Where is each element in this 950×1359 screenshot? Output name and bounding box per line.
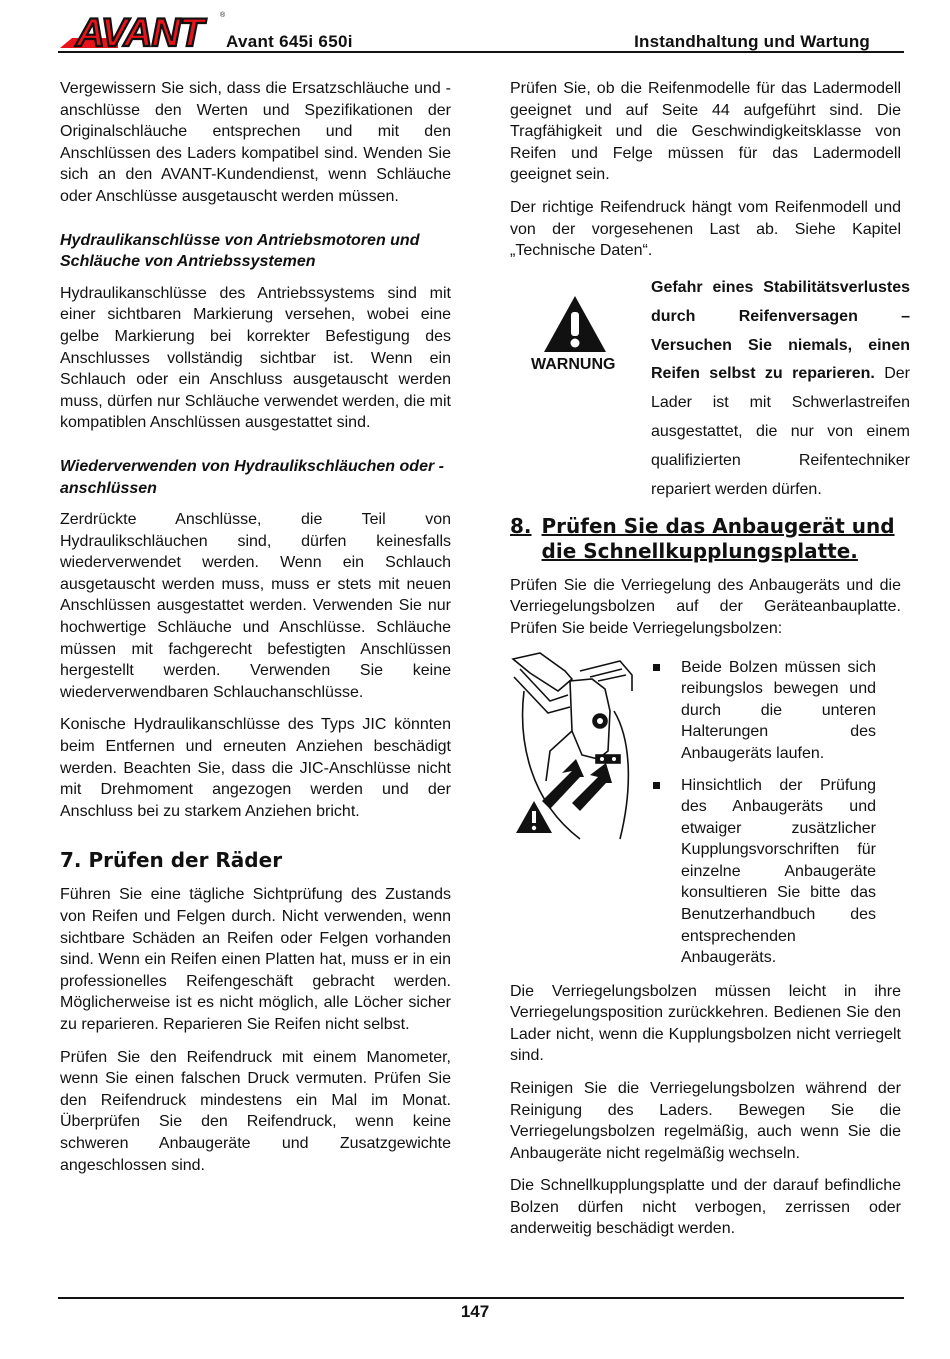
check-list bbox=[653, 657, 876, 979]
paragraph: Reinigen Sie die Verriegelungsbolzen während der Reinigung des Laders. Bewegen Sie die Verriegelungsbolzen regelmäßig, auch wenn Sie die Anbaugeräte nicht regelmäßig wechseln. bbox=[510, 1079, 901, 1162]
attachment-check-block bbox=[510, 651, 901, 981]
paragraph: Prüfen Sie die Verriegelung des Anbaugeräts und die Verriegelungsbolzen auf der Geräteanbauplatte. Prüfen Sie beide Verriegelungsbolzen: bbox=[510, 576, 901, 637]
paragraph: Führen Sie eine tägliche Sichtprüfung des Zustands von Reifen und Felgen durch. Nicht verwenden, wenn sichtbare Schäden an Reifen oder Felgen vorhanden sind. Wenn ein Reifen einen Platten hat, muss er in ein professionelles Reifengeschäft gebracht werden. Möglicherweise ist es nicht möglich, alle Löcher sicher zu reparieren. Reparieren Sie Reifen nicht selbst. bbox=[60, 886, 451, 1033]
subheading: Hydraulikanschlüsse von Antriebsmotoren und Schläuche von Antriebssystemen bbox=[60, 231, 420, 271]
list-item: Hinsichtlich der Prüfung des Anbaugeräts und etwaiger zusätzlicher Kupplungsvorschriften für einzelne Anbaugeräte konsultieren Sie bitte das Benutzerhandbuch des entsprechenden Anbaugeräts. bbox=[653, 775, 876, 969]
warning-triangle-icon bbox=[542, 294, 608, 354]
paragraph: Zerdrückte Anschlüsse, die Teil von Hydraulikschläuchen sind, dürfen keinesfalls wiederverwendet werden. Wenn ein Schlauch ausgetauscht werden muss, muss er stets mit neuen Anschlüssen ausgestattet werden. Verwenden Sie nur hochwertige Schläuche und Anschlüsse. Schläuche müssen mit fachgerecht befestigten Anschlüssen hergestellt werden. Verwenden Sie keine wiederverwendbaren Schlauchanschlüsse. bbox=[60, 511, 451, 701]
section-heading-7: 7. Prüfen der Räder bbox=[60, 848, 283, 873]
svg-text:®: ® bbox=[220, 12, 226, 19]
paragraph: Prüfen Sie den Reifendruck mit einem Manometer, wenn Sie einen falschen Druck vermuten. Prüfen Sie den Reifendruck mindestens ein Mal im Monat. Überprüfen Sie den Reifendruck, wenn keine schweren Anbaugeräte und Zusatzgewichte angeschlossen sind. bbox=[60, 1048, 451, 1174]
warning-rest-text: Der Lader ist mit Schwerlastreifen ausgestattet, die nur von einem qualifizierten Reifentechniker repariert werden dürfen. bbox=[651, 365, 910, 499]
paragraph: Der richtige Reifendruck hängt vom Reifenmodell und von der vorgesehenen Last ab. Siehe Kapitel „Technische Daten“. bbox=[510, 198, 901, 260]
paragraph: Die Schnellkupplungsplatte und der darauf befindliche Bolzen dürfen nicht verbogen, zerrissen oder anderweitig beschädigt werden. bbox=[510, 1177, 901, 1238]
section-heading-8: 8. Prüfen Sie das Anbaugerät und die Schnellkupplungsplatte. bbox=[510, 513, 895, 563]
right-column bbox=[510, 78, 910, 1251]
paragraph: Vergewissern Sie sich, dass die Ersatzschläuche und -anschlüsse den Werten und Spezifikationen der Originalschläuche entsprechen und mit den Anschlüssen des Laders kompatibel sind. Wenden Sie sich an den AVANT-Kundendienst, wenn Schläuche oder Anschlüsse ausgetauscht werden müssen. bbox=[60, 80, 451, 205]
subheading: Wiederverwenden von Hydraulikschläuchen oder -anschlüssen bbox=[60, 457, 444, 497]
page-number: 147 bbox=[460, 1302, 490, 1321]
bullet-square-icon bbox=[653, 664, 660, 671]
paragraph: Prüfen Sie, ob die Reifenmodelle für das Ladermodell geeignet und auf Seite 44 aufgeführt sind. Die Tragfähigkeit und die Geschwindigkeitsklasse von Reifen und Felge müssen für das Ladermodell geeignet sein. bbox=[510, 80, 901, 184]
warning-bold-text: Gefahr eines Stabilitätsverlustes durch Reifenversagen – Versuchen Sie niemals, einen Reifen selbst zu reparieren. bbox=[651, 278, 910, 383]
svg-text:AVANT: AVANT bbox=[76, 11, 203, 50]
paragraph: Hydraulikanschlüsse des Antriebssystems sind mit einer sichtbaren Markierung versehen, wobei eine gelbe Markierung bei korrekter Befestigung des Anschlusses vollständig sichtbar ist. Wenn ein Schlauch oder ein Anschluss ausgetauscht werden muss, dürfen nur Schläuche verwendet werden, die mit kompatiblen Anschlüssen ausgestattet sind. bbox=[60, 284, 451, 432]
section-title: Instandhaltung und Wartung bbox=[634, 32, 870, 51]
left-column bbox=[60, 78, 451, 1187]
warning-text bbox=[651, 274, 910, 505]
warning-label: WARNUNG bbox=[531, 355, 616, 373]
footer-rule bbox=[58, 1297, 904, 1299]
quick-coupling-plate-illustration bbox=[510, 651, 635, 841]
page-header bbox=[58, 8, 904, 54]
paragraph: Die Verriegelungsbolzen müssen leicht in ihre Verriegelungsposition zurückkehren. Bedienen Sie den Lader nicht, wenn die Kupplungsbolzen nicht verriegelt sind. bbox=[510, 982, 901, 1065]
list-item: Beide Bolzen müssen sich reibungslos bewegen und durch die unteren Halterungen des Anbaugeräts laufen. bbox=[653, 657, 876, 765]
paragraph: Konische Hydraulikanschlüsse des Typs JIC könnten beim Entfernen und erneuten Anziehen beschädigt werden. Beachten Sie, dass die JIC-Anschlüsse nicht mit Drehmoment angezogen werden und der Anschluss bei zu starkem Anziehen bricht. bbox=[60, 716, 451, 820]
bullet-square-icon bbox=[653, 782, 660, 789]
avant-logo bbox=[58, 8, 228, 50]
model-name: Avant 645i 650i bbox=[226, 32, 353, 51]
warning-block bbox=[510, 274, 910, 504]
header-rule bbox=[58, 51, 904, 53]
